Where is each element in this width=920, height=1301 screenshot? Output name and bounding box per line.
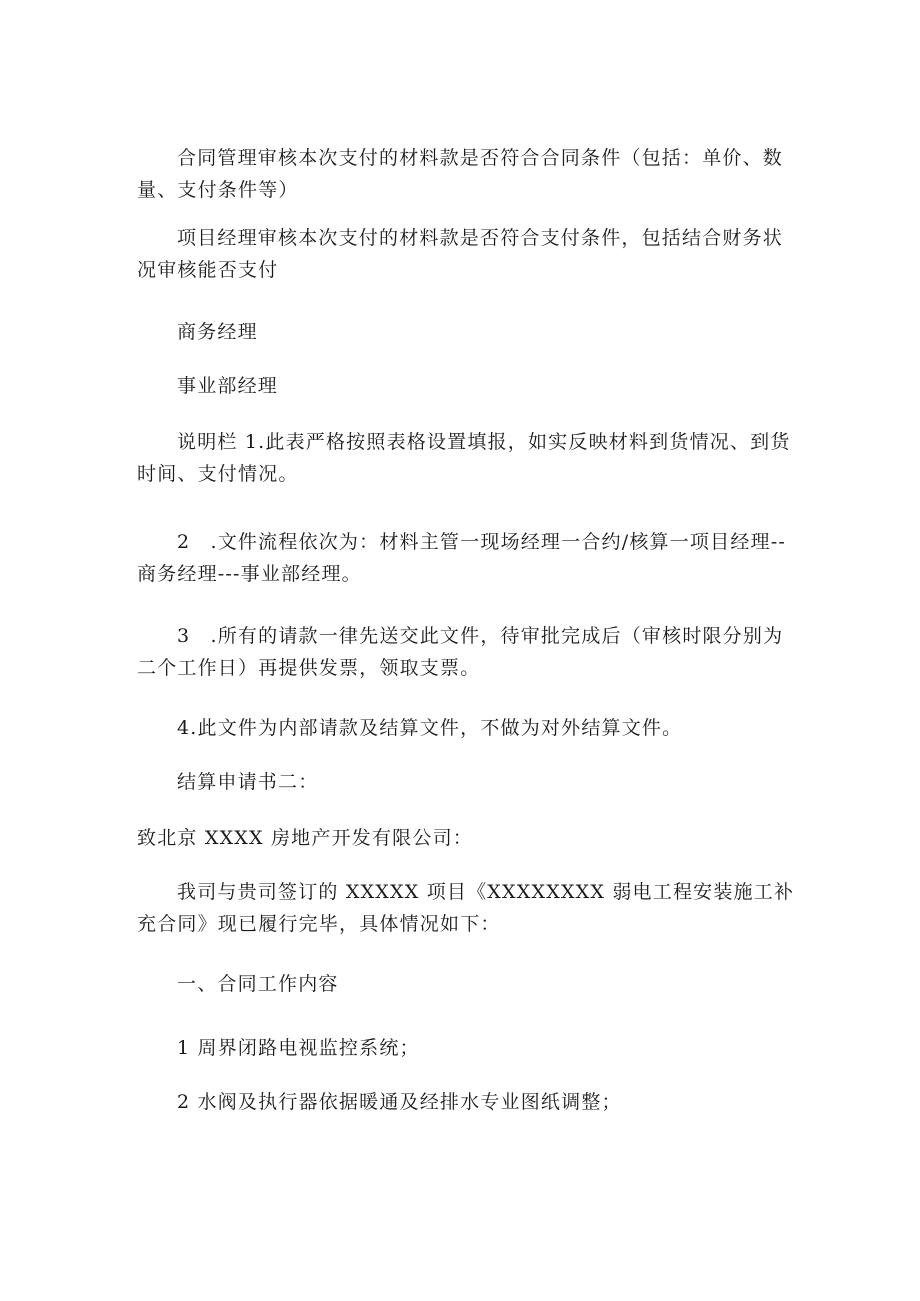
paragraph-division-manager: 事业部经理 (177, 375, 279, 397)
list-item-water-valve-adjustment: 2 水阀及执行器依据暖通及经排水专业图纸调整； (177, 1091, 622, 1113)
list-item-cctv-system: 1 周界闭路电视监控系统； (177, 1037, 420, 1059)
paragraph-note-4: 4.此文件为内部请款及结算文件，不做为对外结算文件。 (177, 717, 683, 739)
heading-settlement-application-2: 结算申请书二： (177, 771, 319, 793)
paragraph-note-2: 2 .文件流程依次为：材料主管一现场经理一合约/核算一项目经理--商务经理---事业部经理。 (137, 531, 786, 585)
paragraph-note-1: 说明栏 1.此表严格按照表格设置填报，如实反映材料到货情况、到货时间、支付情况。 (137, 431, 791, 485)
paragraph-contract-review: 合同管理审核本次支付的材料款是否符合合同条件（包括：单价、数量、支付条件等） (137, 147, 784, 201)
paragraph-business-manager: 商务经理 (177, 321, 258, 343)
paragraph-project-manager-review: 项目经理审核本次支付的材料款是否符合支付条件，包括结合财务状况审核能否支付 (137, 227, 784, 281)
paragraph-addressee: 致北京 XXXX 房地产开发有限公司： (137, 827, 473, 849)
heading-contract-scope: 一、合同工作内容 (177, 973, 339, 995)
paragraph-contract-completion: 我司与贵司签订的 XXXXX 项目《XXXXXXXX 弱电工程安装施工补充合同》现已履行完毕，具体情况如下： (137, 881, 795, 935)
paragraph-note-3: 3 .所有的请款一律先送交此文件，待审批完成后（审核时限分别为二个工作日）再提供发票，领取支票。 (137, 625, 784, 679)
